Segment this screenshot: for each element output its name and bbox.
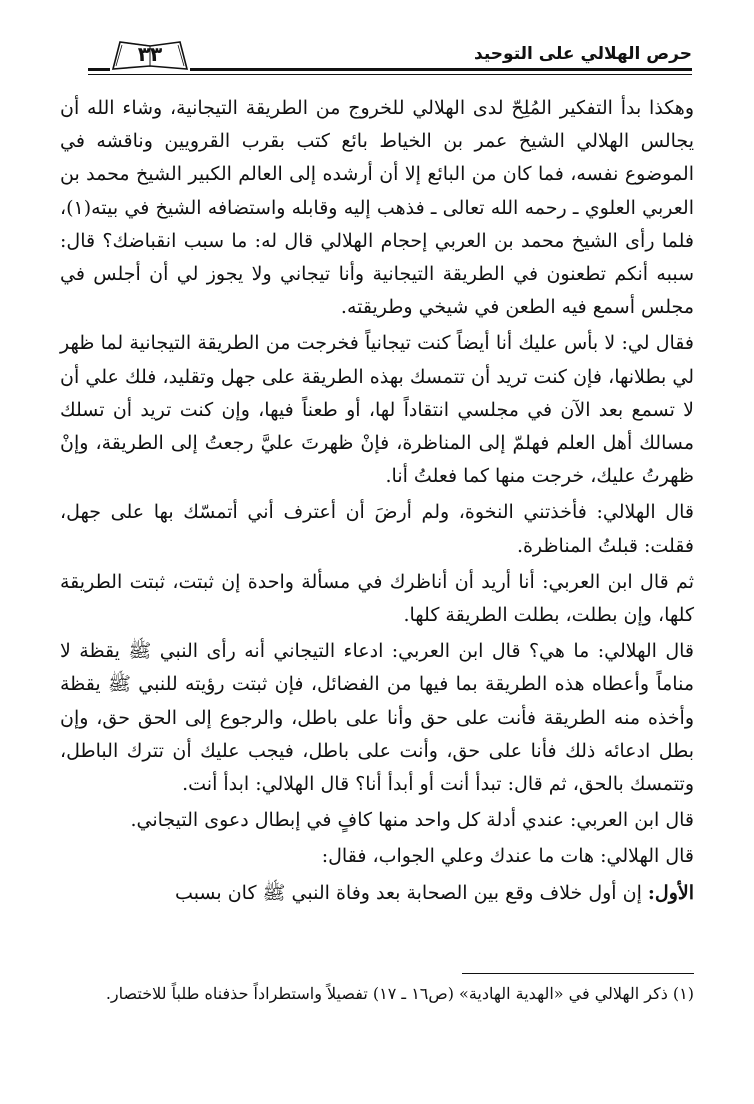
page-number-ornament xyxy=(110,36,190,72)
paragraph: وهكذا بدأ التفكير المُلِحّ لدى الهلالي للخروج من الطريقة التيجانية، وشاء الله أن يجالس الهلالي الشيخ عمر بن الخياط بائع كتب بقرب القرويين وناقشه في الموضوع نفسه، فما كان من البائع إلا أن أرشده إلى العالم الكبير الشيخ محمد بن العربي العلوي ـ رحمه الله تعالى ـ فذهب إليه وقابله واستضافه الشيخ في بيته(١)، فلما رأى الشيخ محمد بن العربي إحجام الهلالي قال له: ما سبب انقباضك؟ قال: سببه أنكم تطعنون في الطريقة التيجانية وأنا تيجاني ولا يجوز لي أن أجلس في مجلس أسمع فيه الطعن في شيخي وطريقته. xyxy=(60,97,694,319)
page-header xyxy=(88,30,692,88)
paragraph: فقال لي: لا بأس عليك أنا أيضاً كنت تيجانياً فخرجت من الطريقة التيجانية لما ظهر لي بطلانها، فإن كنت تريد أن تتمسك بهذه الطريقة على جهل وتقليد، فلك علي أن لا تسمع بعد الآن في مجلسي انتقاداً لها، أو طعناً فيها، وإن كنت تريد أن تسلك مسالك أهل العلم فهلمّ إلى المناظرة، فإنْ ظهرتَ عليَّ رجعتُ إلى الطريقة، وإنْ ظهرتُ عليك، خرجت منها كما فعلتُ أنا. xyxy=(60,332,694,488)
paragraph-first-evidence xyxy=(60,877,694,910)
evidence-label: الأول: xyxy=(647,881,694,904)
paragraph: قال الهلالي: ما هي؟ قال ابن العربي: ادعاء التيجاني أنه رأى النبي ﷺ يقظة لا مناماً وأعطاه هذه الطريقة بما فيها من الفضائل، فإن ثبتت رؤيته للنبي ﷺ يقظة وأخذه منه الطريقة فأنت على حق وأنا على باطل، والرجوع إلى الحق حق، وإن بطل ادعائه ذلك فأنا على حق، وأنت على باطل، فيجب عليك أن تترك الباطل، وتتمسك بالحق، ثم قال: تبدأ أنت أو أبدأ أنا؟ قال الهلالي: ابدأ أنت. xyxy=(60,640,694,796)
running-title: حرص الهلالي على التوحيد xyxy=(474,44,692,64)
page-number: ٣٣ xyxy=(137,42,163,66)
header-rule-thin xyxy=(88,74,692,75)
evidence-text: إن أول خلاف وقع بين الصحابة بعد وفاة النبي ﷺ كان بسبب xyxy=(175,881,648,904)
paragraph: قال الهلالي: فأخذتني النخوة، ولم أرضَ أن أعترف أني أتمسّك بها على جهل، فقلت: قبلتُ المناظرة. xyxy=(60,501,694,557)
footnote-separator xyxy=(462,973,694,974)
paragraph: قال ابن العربي: عندي أدلة كل واحد منها كافٍ في إبطال دعوى التيجاني. xyxy=(130,809,694,832)
footnote: (١) ذكر الهلالي في «الهدية الهادية» (ص١٦ ـ ١٧) تفصيلاً واستطراداً حذفناه طلباً للاختصار. xyxy=(105,984,694,1003)
main-text xyxy=(60,92,694,910)
paragraph: ثم قال ابن العربي: أنا أريد أن أناظرك في مسألة واحدة إن ثبتت، ثبتت الطريقة كلها، وإن بطلت، بطلت الطريقة كلها. xyxy=(60,570,694,627)
paragraph: قال الهلالي: هات ما عندك وعلي الجواب، فقال: xyxy=(321,845,694,868)
